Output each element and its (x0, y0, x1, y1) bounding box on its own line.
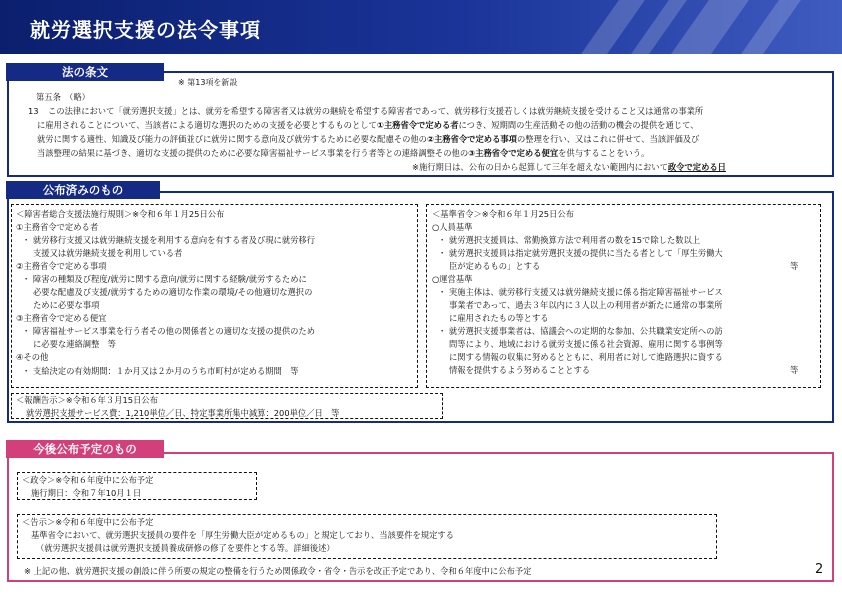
staffing-standard: ○人員基準 (432, 222, 473, 232)
notice-heading: ＜告示＞※令和６年度中に公布予定 (22, 517, 154, 527)
law-line-3: 就労に関する適性、知識及び能力の評価並びに就労に関する意向及び就労するために必要な配慮その他の②主務省令で定める事項の整理を行い、又はこれに併せて、当該評価及び (37, 134, 700, 144)
title-banner (0, 0, 842, 54)
cabinet-order-heading: ＜政令＞※令和６年度中に公布予定 (22, 475, 154, 485)
staffing-bullet: ・ 就労選択支援員は、常勤換算方法で利用者の数を15で除した数以上 (438, 235, 701, 245)
page-number: 2 (815, 562, 824, 577)
rules-item-1: ①主務省令で定める者 (16, 222, 99, 232)
law-note: ※ 第13項を新設 (178, 78, 238, 87)
upcoming-footnote: ※ 上記の他、就労選択支援の創設に伴う所要の規定の整備を行うため関係政令・省令・告示を改正予定であり、令和６年度中に公布予定 (24, 566, 532, 576)
staffing-etc: 等 (790, 261, 799, 271)
law-label: 法の条文 (6, 63, 164, 81)
law-line-4: 当該整理の結果に基づき、適切な支援の提供のために必要な障害福祉サービス事業を行う者等との連絡調整その他の③主務省令で定める便宜を供与することをいう。 (37, 148, 650, 158)
notice-line-2: （就労選択支援員は就労選択支援員養成研修の修了を要件とする等。詳細後述） (36, 543, 335, 553)
rules-item-1-cont: 支援又は就労継続支援を利用している者 (33, 248, 183, 258)
page-title: 就労選択支援の法令事項 (30, 18, 261, 42)
rules-item-3: ③主務省令で定める便宜 (16, 313, 107, 323)
rules-item-2-cont: ために必要な事項 (33, 300, 100, 310)
operation-bullet: ・ 就労選択支援事業者は、協議会への定期的な参加、公共職業安定所への訪 (438, 326, 723, 336)
operation-cont: 事業者であって、過去３年以内に３人以上の利用者が新たに通常の事業所 (449, 300, 723, 310)
published-label: 公布済みのもの (6, 181, 160, 199)
rules-item-2: ②主務省令で定める事項 (16, 261, 107, 271)
staffing-bullet: ・ 就労選択支援員は指定就労選択支援の提供に当たる者として「厚生労働大 (438, 248, 723, 258)
operation-cont: に雇用されたもの等とする (449, 313, 549, 323)
rules-item-3-cont: に必要な連絡調整 等 (33, 339, 116, 349)
law-line-1: この法律において「就労選択支援」とは、就労を希望する障害者又は就労の継続を希望する障害者であって、就労移行支援若しくは就労継続支援を受けること又は通常の事業所 (48, 106, 704, 116)
banner-stripe (741, 0, 801, 54)
upcoming-label: 今後公布予定のもの (6, 440, 164, 458)
rules-item-4-bullet: ・ 支給決定の有効期間：１か月又は２か月のうち市町村が定める期間 等 (22, 366, 299, 376)
operation-cont: 問等により、地域における就労支援に係る社会資源、雇用に関する事例等 (449, 339, 723, 349)
operation-etc: 等 (790, 365, 799, 375)
fee-heading: ＜報酬告示＞※令和６年３月15日公布 (16, 395, 158, 405)
operation-cont: 情報を提供するよう努めることとする (449, 365, 591, 375)
rules-item-2-bullet: ・ 障害の種類及び程度/就労に関する意向/就労に関する経験/就労するために (22, 274, 307, 284)
operation-bullet: ・ 実施主体は、就労移行支援又は就労継続支援に係る指定障害福祉サービス (438, 287, 723, 297)
operation-cont: に関する情報の収集に努めるとともに、利用者に対して進路選択に資する (449, 352, 723, 362)
rules-item-2-cont: 必要な配慮及び支援/就労するための適切な作業の環境/その他適切な選択の (33, 287, 313, 297)
staffing-cont: 臣が定めるもの」とする (449, 261, 541, 271)
operation-standard: ○運営基準 (432, 274, 473, 284)
law-article: 第五条 （略） (36, 92, 90, 102)
rules-item-4: ④その他 (16, 352, 49, 362)
notice-line-1: 基準省令において、就労選択支援員の要件を「厚生労働大臣が定めるもの」と規定しており、当該要件を規定する (31, 530, 454, 540)
rules-item-1-bullet: ・ 就労移行支援又は就労継続支援を利用する意向を有する者及び現に就労移行 (22, 235, 316, 245)
cabinet-order-line: 施行期日：令和７年10月１日 (31, 488, 142, 498)
law-para-number: 13 (28, 106, 39, 116)
standards-heading: ＜基準省令＞※令和６年１月25日公布 (432, 209, 574, 219)
law-line-2: に雇用されることについて、当該者による適切な選択のための支援を必要とするものとして①主務省令で定める者につき、短期間の生産活動その他の活動の機会の提供を通じて、 (37, 120, 699, 130)
rules-item-3-bullet: ・ 障害福祉サービス事業を行う者その他の関係者との適切な支援の提供のため (22, 326, 316, 336)
fee-line: 就労選択支援サービス費：1,210単位／日、特定事業所集中減算：200単位／日 等 (26, 408, 340, 418)
rules-heading: ＜障害者総合支援法施行規則＞※令和６年１月25日公布 (16, 209, 225, 219)
law-enforcement-note: ※施行期日は、公布の日から起算して三年を超えない範囲内において政令で定める日 (412, 162, 726, 172)
banner-stripe (671, 0, 749, 54)
